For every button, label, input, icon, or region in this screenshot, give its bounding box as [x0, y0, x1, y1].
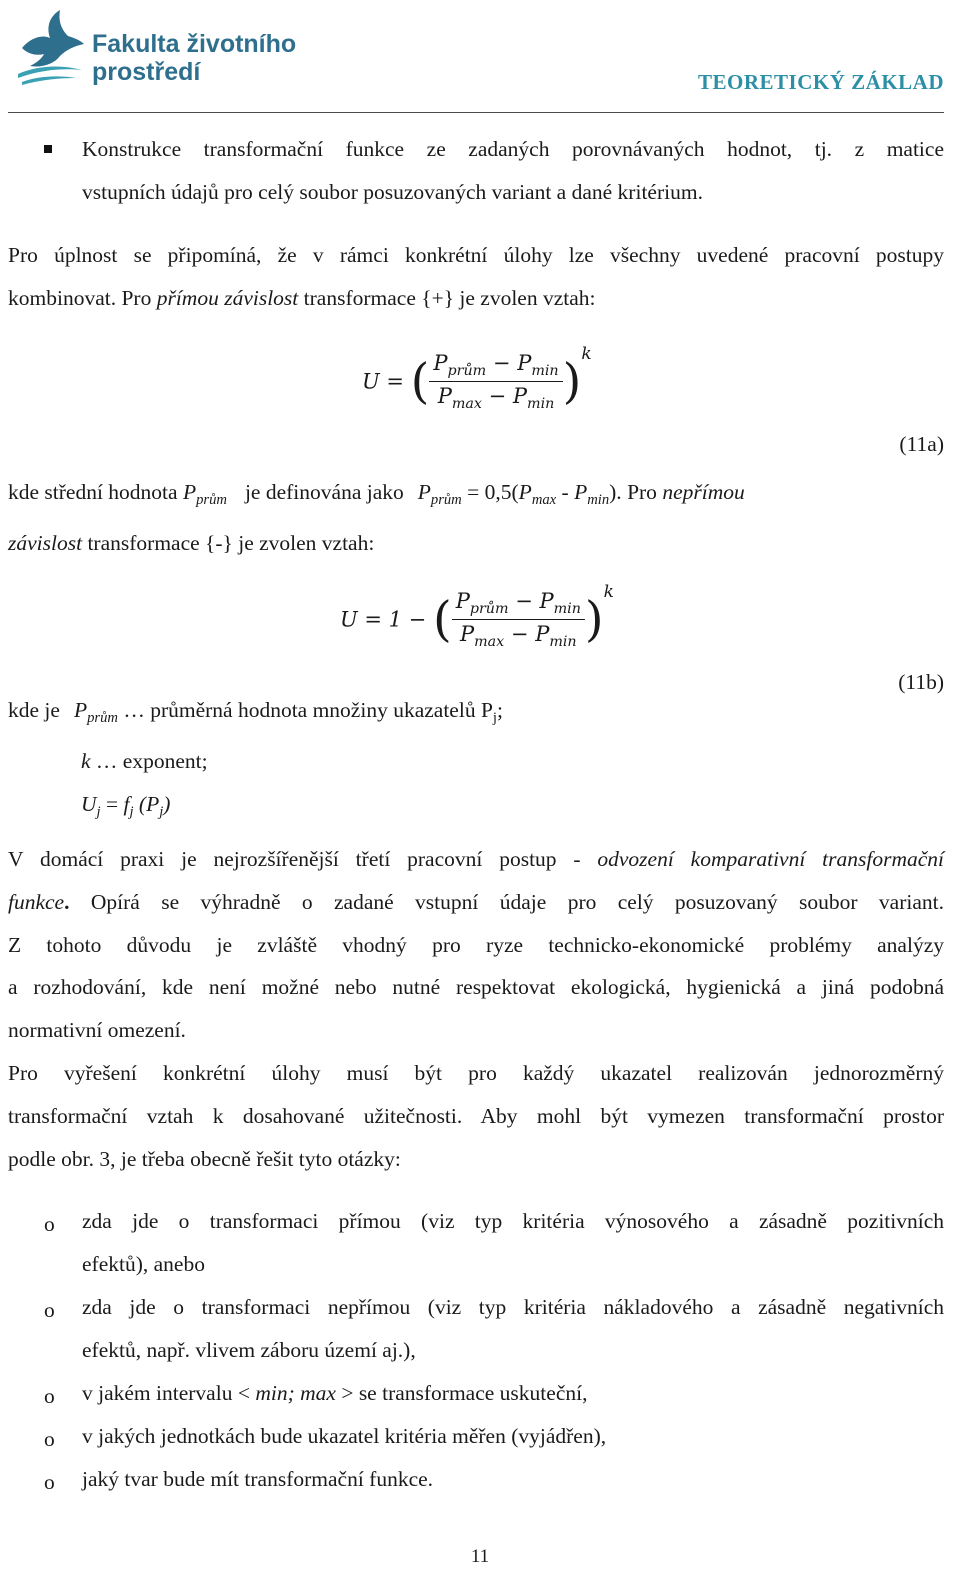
sym: P [146, 791, 160, 816]
definition-k [8, 740, 944, 783]
text: Opírá se výhradně o zadané vstupní údaje pro celý posuzovaný soubor variant. [69, 889, 944, 914]
sub: prům [447, 363, 487, 379]
list-item-4 [82, 1415, 944, 1458]
equation-11b [340, 582, 614, 650]
list-item-line: efektů, např. vlivem záboru území aj.), [82, 1337, 416, 1362]
text: V domácí praxi je nejrozšířenější třetí pracovní postup - [8, 847, 598, 871]
square-bullet-icon [44, 145, 52, 153]
text: - [556, 480, 575, 504]
text: … průměrná hodnota množiny ukazatelů P [117, 698, 493, 722]
comparative-line-4: a rozhodování, kde není možné nebo nutné respektovat ekologická, hygienická a jiná podobná [8, 975, 944, 1000]
list-item-2 [82, 1286, 944, 1372]
questions-line-1: Pro vyřešení konkrétní úlohy musí být pro každý ukazatel realizován jednorozměrný [8, 1061, 944, 1085]
text: ( [133, 791, 147, 816]
eq11a-denominator [434, 382, 559, 412]
emphasis: min; max [255, 1381, 336, 1405]
text: ) [163, 791, 171, 816]
sub: prům [469, 601, 509, 617]
sub: j [129, 803, 134, 820]
sub: min [549, 633, 577, 650]
text: ). [609, 480, 622, 504]
sym: P [433, 351, 448, 376]
sym: P [437, 384, 452, 408]
header-divider [8, 112, 944, 113]
sym: P [455, 589, 470, 614]
equation-label-11b: (11b) [898, 670, 944, 694]
list-item-line: zda jde o transformaci nepřímou (viz typ kritéria nákladového a zásadně negativních [82, 1295, 944, 1319]
eq11a-numerator [429, 351, 562, 382]
sub: min [553, 601, 581, 617]
sub: j [159, 803, 164, 820]
list-marker: o [44, 1427, 55, 1451]
bullet-paragraph [82, 128, 944, 214]
list-item-5 [82, 1458, 944, 1501]
emphasis: nepřímou [662, 480, 745, 504]
right-paren: ) [584, 591, 604, 648]
comparative-line-1 [8, 838, 944, 881]
section-title: TEORETICKÝ ZÁKLAD [698, 70, 944, 94]
list-item-line: jaký tvar bude mít transformační funkce. [82, 1467, 434, 1491]
sym: P [574, 480, 588, 504]
eq11a-exponent: k [581, 344, 592, 364]
sym: P [535, 622, 550, 646]
comparative-paragraph [8, 838, 944, 1052]
minus: − [492, 351, 511, 376]
sym: P [417, 480, 431, 504]
eq11b-denominator [456, 620, 581, 650]
list-item-line [82, 1372, 944, 1415]
sub: min [587, 492, 610, 509]
bird-logo-icon [16, 8, 86, 86]
sym: P [73, 698, 88, 722]
right-paren: ) [562, 353, 582, 410]
sym: P [539, 589, 554, 614]
sub: max [451, 395, 482, 412]
sym: f [123, 791, 130, 816]
sym: P [512, 384, 528, 408]
intro-paragraph [8, 234, 944, 320]
list-item-1 [82, 1200, 944, 1286]
text: kde střední hodnota [8, 480, 183, 504]
comparative-line-2 [8, 881, 944, 924]
equation-11a [362, 344, 592, 412]
sym: P [182, 480, 197, 504]
text: ; [496, 698, 503, 722]
definition-p [8, 689, 944, 740]
questions-line-2: transformační vztah k dosahované užitečnosti. Aby mohl být vymezen transformační prostor [8, 1103, 944, 1128]
minus: − [510, 622, 529, 646]
left-paren: ( [432, 591, 452, 648]
sub: j [492, 710, 497, 727]
sym: P [517, 351, 532, 376]
text: kde je [8, 698, 60, 722]
text: … exponent; [90, 748, 208, 773]
mean-definition-paragraph [8, 471, 944, 565]
comparative-line-5: normativní omezení. [8, 1018, 186, 1043]
sub: max [474, 633, 505, 650]
sym: P [518, 480, 532, 504]
logo-text [92, 30, 296, 86]
text: = [100, 791, 124, 816]
left-paren: ( [410, 353, 430, 410]
list-marker: o [44, 1298, 55, 1322]
text: je definována jako [244, 480, 404, 504]
intro-line-2 [8, 277, 944, 320]
list-item-line: zda jde o transformaci přímou (viz typ kritéria výnosového a zásadně pozitivních [82, 1209, 944, 1233]
list-item-line: v jakých jednotkách bude ukazatel kritéria měřen (vyjádřen), [82, 1424, 607, 1448]
intro-text: kombinovat. Pro [8, 285, 157, 310]
sub: min [531, 363, 559, 379]
list-item-line: efektů), anebo [82, 1251, 205, 1276]
eq11b-lhs: U = 1 − [340, 607, 427, 632]
eq11a-fraction [429, 351, 562, 412]
text: = 0,5( [461, 480, 519, 504]
logo-line-2: prostředí [92, 58, 201, 86]
eq11b-fraction [452, 589, 585, 650]
sub: min [527, 395, 555, 412]
sym: P [460, 622, 475, 646]
definitions-block [8, 689, 944, 834]
intro-text-end: transformace {+} je zvolen vztah: [298, 285, 596, 310]
text: . [64, 889, 70, 914]
sub: prům [196, 492, 227, 509]
definition-u [8, 783, 944, 834]
sub: max [531, 492, 557, 509]
bullet-line-2: vstupních údajů pro celý soubor posuzovaných variant a dané kritérium. [82, 179, 703, 204]
intro-line-1: Pro úplnost se připomíná, že v rámci konkrétní úlohy lze všechny uvedené pracovní postupy [8, 243, 944, 267]
text: > se transformace uskuteční, [335, 1381, 588, 1405]
text: v jakém intervalu < [82, 1381, 256, 1405]
sym: U [81, 791, 97, 816]
questions-line-3: podle obr. 3, je třeba obecně řešit tyto otázky: [8, 1146, 401, 1171]
text: transformace {-} je zvolen vztah: [82, 530, 375, 555]
definition-line-2 [8, 522, 944, 565]
emphasis: závislost [8, 530, 83, 555]
eq11a-lhs: U = [362, 369, 404, 394]
logo-line-1: Fakulta životního [92, 30, 297, 58]
list-marker: o [44, 1384, 55, 1408]
minus: − [488, 384, 507, 408]
sym: k [81, 748, 91, 773]
faculty-logo [16, 8, 306, 88]
comparative-line-3: Z tohoto důvodu je zvláště vhodný pro ryze technicko-ekonomické problémy analýzy [8, 932, 944, 957]
sub: j [96, 803, 101, 820]
list-item-3 [82, 1372, 944, 1415]
text: Pro [621, 480, 663, 504]
emphasis: odvození komparativní transformační [597, 847, 944, 871]
eq11b-exponent: k [603, 582, 614, 602]
equation-label-11a: (11a) [899, 432, 944, 456]
sub: prům [87, 710, 118, 727]
list-marker: o [44, 1212, 55, 1236]
eq11b-numerator [452, 589, 585, 620]
intro-emphasis: přímou závislost [156, 285, 299, 310]
emphasis: funkce [8, 889, 65, 914]
minus: − [515, 589, 533, 614]
page-number: 11 [470, 1546, 490, 1567]
sub: prům [430, 492, 462, 509]
list-marker: o [44, 1470, 55, 1494]
definition-line-1 [8, 471, 944, 522]
bullet-line-1: Konstrukce transformační funkce ze zadaných porovnávaných hodnot, tj. z matice [82, 137, 944, 161]
questions-intro-paragraph [8, 1052, 944, 1180]
